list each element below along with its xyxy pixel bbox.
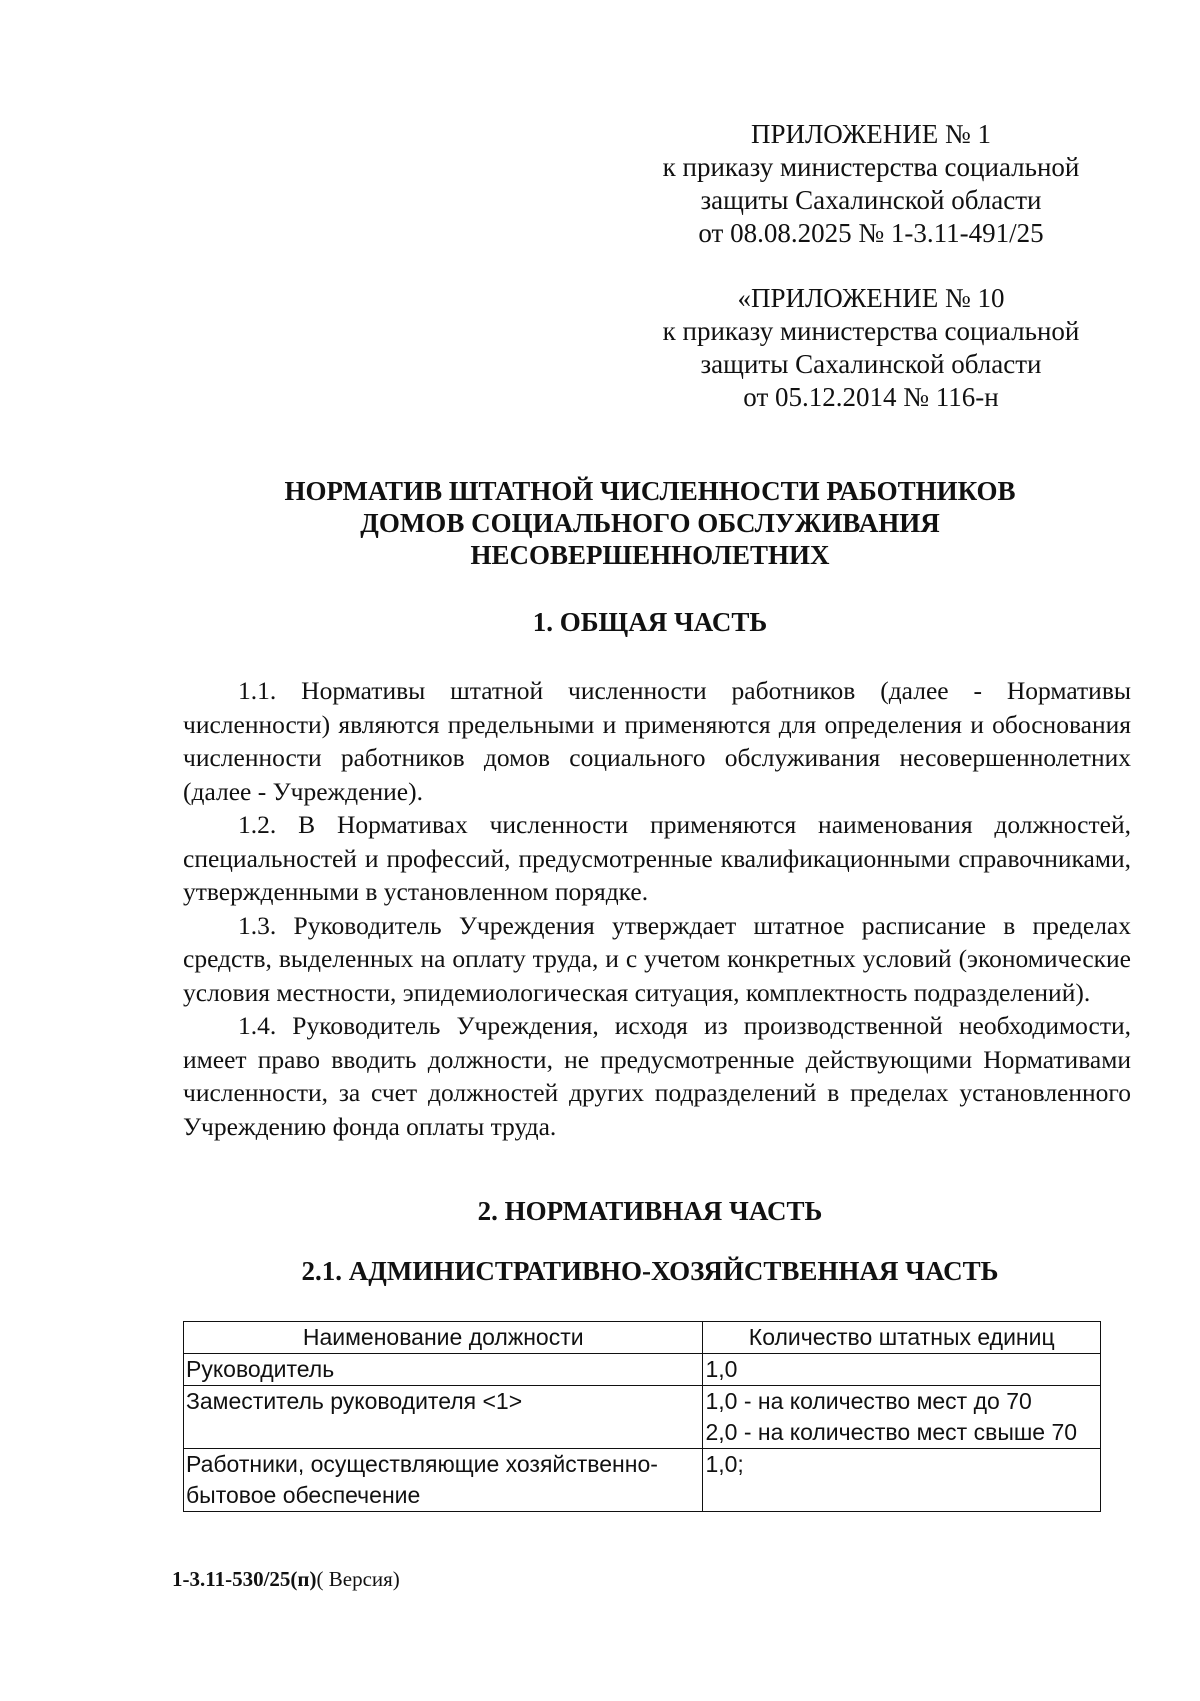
position-cell: Руководитель — [184, 1354, 703, 1386]
staffing-table — [183, 1321, 1101, 1512]
document-title-line: НЕСОВЕРШЕННОЛЕТНИХ — [470, 540, 830, 570]
table-row — [184, 1386, 1101, 1449]
annex-10-header — [636, 282, 1106, 414]
paragraph-1-4: 1.4. Руководитель Учреждения, исходя из производственной необходимости, имеет право вводить должности, не предусмотренные действующими Нормативами численности, за счет должностей других подразделений в пределах установленного Учреждению фонда оплаты труда. — [183, 1011, 1131, 1141]
units-cell — [703, 1386, 1101, 1449]
section-2-1-heading: 2.1. АДМИНИСТРАТИВНО-ХОЗЯЙСТВЕННАЯ ЧАСТЬ — [301, 1256, 999, 1286]
units-cell — [703, 1449, 1101, 1512]
units-line: 2,0 - на количество мест свыше 70 — [705, 1419, 1078, 1445]
paragraph-1-2: 1.2. В Нормативах численности применяются наименования должностей, специальностей и профессий, предусмотренные квалификационными справочниками, утвержденными в установленном порядке. — [183, 810, 1131, 906]
annex-1-line: защиты Сахалинской области — [700, 185, 1042, 215]
position-cell: Работники, осуществляющие хозяйственно-бытовое обеспечение — [184, 1449, 703, 1512]
document-title-line: ДОМОВ СОЦИАЛЬНОГО ОБСЛУЖИВАНИЯ — [360, 508, 940, 538]
column-header-units: Количество штатных единиц — [703, 1322, 1101, 1354]
paragraph-1-1: 1.1. Нормативы штатной численности работников (далее - Нормативы численности) являются предельными и применяются для определения и обоснования численности работников домов социального обслуживания несовершеннолетних (далее - Учреждение). — [183, 676, 1131, 806]
units-line: 1,0 — [705, 1356, 738, 1382]
paragraph-1-3: 1.3. Руководитель Учреждения утверждает штатное расписание в пределах средств, выделенных на оплату труда, и с учетом конкретных условий (экономические условия местности, эпидемиологическая ситуация, комплектность подразделений). — [183, 910, 1131, 1007]
annex-10-line: защиты Сахалинской области — [700, 349, 1042, 379]
annex-1-line: ПРИЛОЖЕНИЕ № 1 — [750, 119, 992, 149]
document-version: ( Версия) — [316, 1567, 400, 1591]
annex-1-header — [636, 118, 1106, 250]
table-row — [184, 1449, 1101, 1512]
units-line: 1,0 - на количество мест до 70 — [705, 1388, 1032, 1414]
position-cell: Заместитель руководителя <1> — [184, 1386, 703, 1449]
units-line: 1,0; — [705, 1451, 744, 1477]
annex-10-line: от 05.12.2014 № 116-н — [743, 382, 999, 412]
document-title — [170, 475, 1130, 571]
table-header-row — [184, 1322, 1101, 1354]
document-code: 1-3.11-530/25(п) — [172, 1567, 317, 1591]
annex-1-line: от 08.08.2025 № 1-3.11-491/25 — [698, 218, 1044, 248]
document-footer — [172, 1567, 400, 1592]
units-cell — [703, 1354, 1101, 1386]
column-header-position: Наименование должности — [184, 1322, 703, 1354]
section-2-heading: 2. НОРМАТИВНАЯ ЧАСТЬ — [477, 1196, 823, 1226]
annex-10-line: к приказу министерства социальной — [662, 316, 1080, 346]
annex-1-line: к приказу министерства социальной — [662, 152, 1080, 182]
section-1-heading: 1. ОБЩАЯ ЧАСТЬ — [532, 607, 768, 637]
document-title-line: НОРМАТИВ ШТАТНОЙ ЧИСЛЕННОСТИ РАБОТНИКОВ — [284, 476, 1016, 506]
annex-10-line: «ПРИЛОЖЕНИЕ № 10 — [737, 283, 1005, 313]
section-1-body — [183, 674, 1131, 1143]
table-row — [184, 1354, 1101, 1386]
